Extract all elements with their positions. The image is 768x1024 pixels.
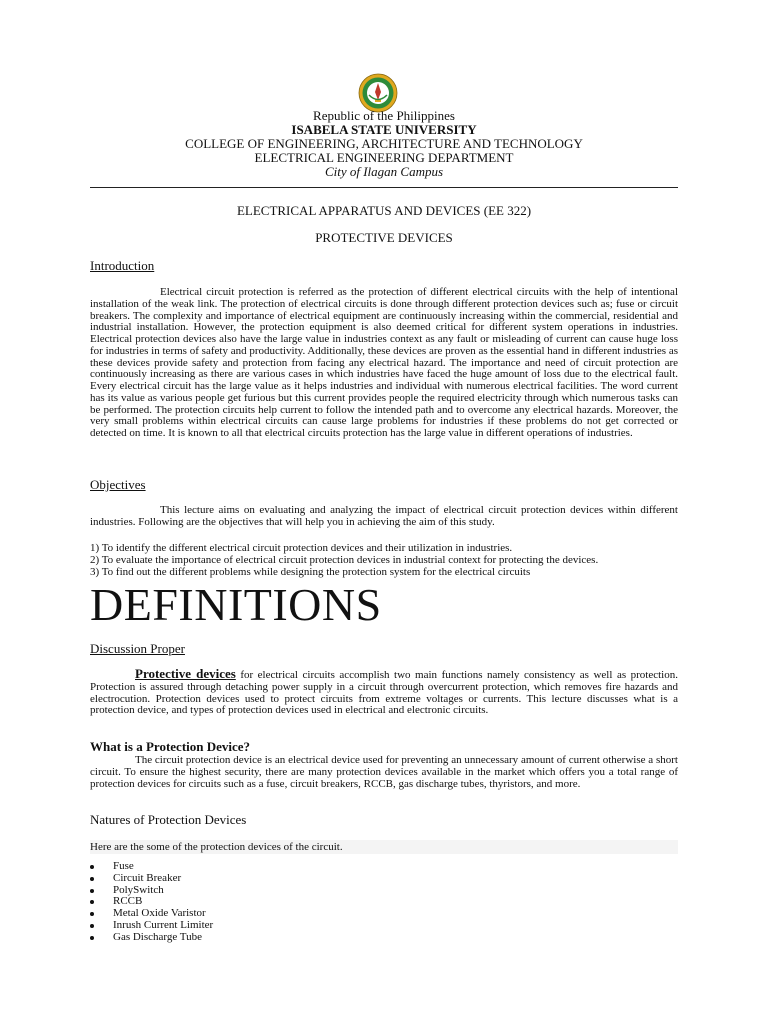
list-item: Inrush Current Limiter <box>90 920 213 932</box>
list-item: Metal Oxide Varistor <box>90 908 213 920</box>
course-title: ELECTRICAL APPARATUS AND DEVICES (EE 322) <box>236 203 532 218</box>
discussion-heading: Discussion Proper <box>90 641 185 656</box>
list-item: RCCB <box>90 896 213 908</box>
college-name: COLLEGE OF ENGINEERING, ARCHITECTURE AND TECHNOLOGY <box>185 136 583 151</box>
list-item: 2) To evaluate the importance of electrical circuit protection devices in industrial context for protecting the devices. <box>90 553 599 566</box>
department-name: ELECTRICAL ENGINEERING DEPARTMENT <box>254 150 514 165</box>
natures-heading: Natures of Protection Devices <box>90 812 247 827</box>
bullet-icon <box>90 865 94 869</box>
introduction-heading: Introduction <box>90 258 155 273</box>
introduction-paragraph: Electrical circuit protection is referred as the protection of different electrical circuits with the help of intentional installation of the weak link. The protection of electrical circuits is done through different protection devices such as; fuse or circuit breakers. The complexity and importance of electrical equipment are continuously increasing within the commercial, residential and industrial installation. However, the protection equipment is also deemed critical for different system operations in industries. Electrical protection devices also have the large value in industries context as any fault or misleading of current can cause huge loss for industries in terms of safety and productivity. Additionally, these devices are proven as the essential hand in different industries as these devices provide safety and protection from facing any electrical hazard. The importance and need of circuit protection are continuously increasing as there are various cases in which industries have faced the huge amount of loss due to the electrical fault. Every electrical circuit has the large value as it helps industries and individual with numerous electrical facilities. The word current has its value as various people get furious but this current provides people the required electricity through which numerous tasks can be performed. The protection circuits help current to follow the intended path and to overcome any electrical hazards. Moreover, the very small problems within electrical circuits can cause large problems for industries if these problems do not get corrected or detected on time. It is known to all that electrical circuits protection has the large value in different operations of industries. <box>90 286 678 439</box>
list-item: PolySwitch <box>90 885 213 897</box>
bullet-icon <box>90 900 94 904</box>
what-is-heading: What is a Protection Device? <box>90 739 251 754</box>
list-item: Circuit Breaker <box>90 873 213 885</box>
university-seal-icon <box>358 73 398 113</box>
bullet-icon <box>90 936 94 940</box>
discussion-body: for electrical circuits accomplish two main functions namely consistency as well as protection. Protection is assured through detaching power supply in a circuit through overcurrent protection, which removes fire hazards and electrocution. Protection devices used to protect circuits from extreme voltages or currents. This lecture discusses what is a protection device, and types of protection devices used in electrical and electronic circuits. <box>90 669 678 717</box>
republic-line: Republic of the Philippines <box>313 108 455 123</box>
topic-title: PROTECTIVE DEVICES <box>315 230 453 245</box>
bullet-icon <box>90 889 94 893</box>
document-page <box>90 0 678 1024</box>
bullet-icon <box>90 912 94 916</box>
objectives-list <box>90 543 678 578</box>
university-name: ISABELA STATE UNIVERSITY <box>291 122 477 137</box>
definitions-heading: DEFINITIONS <box>90 579 382 630</box>
document-header <box>90 109 678 179</box>
bullet-icon <box>90 924 94 928</box>
discussion-paragraph <box>90 668 678 717</box>
protective-devices-label: Protective devices <box>135 666 236 681</box>
list-item: 3) To find out the different problems while designing the protection system for the electrical circuits <box>90 565 531 578</box>
natures-intro: Here are the some of the protection devices of the circuit. <box>90 840 678 854</box>
protection-devices-list <box>90 861 213 944</box>
header-divider <box>90 187 678 188</box>
what-is-paragraph: The circuit protection device is an electrical device used for preventing an unnecessary amount of current otherwise a short circuit. To ensure the highest security, there are many protection devices available in the market which offers you a total range of protection devices for circuits such as a fuse, circuit breakers, RCCB, gas discharge tubes, thyristors, and more. <box>90 754 678 790</box>
objectives-paragraph: This lecture aims on evaluating and analyzing the impact of electrical circuit protection devices within different industries. Following are the objectives that will help you in achieving the aim of this study. <box>90 504 678 528</box>
list-item: Fuse <box>90 861 213 873</box>
list-item: 1) To identify the different electrical circuit protection devices and their utilization in industries. <box>90 542 513 554</box>
objectives-heading: Objectives <box>90 477 146 492</box>
bullet-icon <box>90 877 94 881</box>
list-item: Gas Discharge Tube <box>90 932 213 944</box>
campus-name: City of Ilagan Campus <box>324 164 444 179</box>
